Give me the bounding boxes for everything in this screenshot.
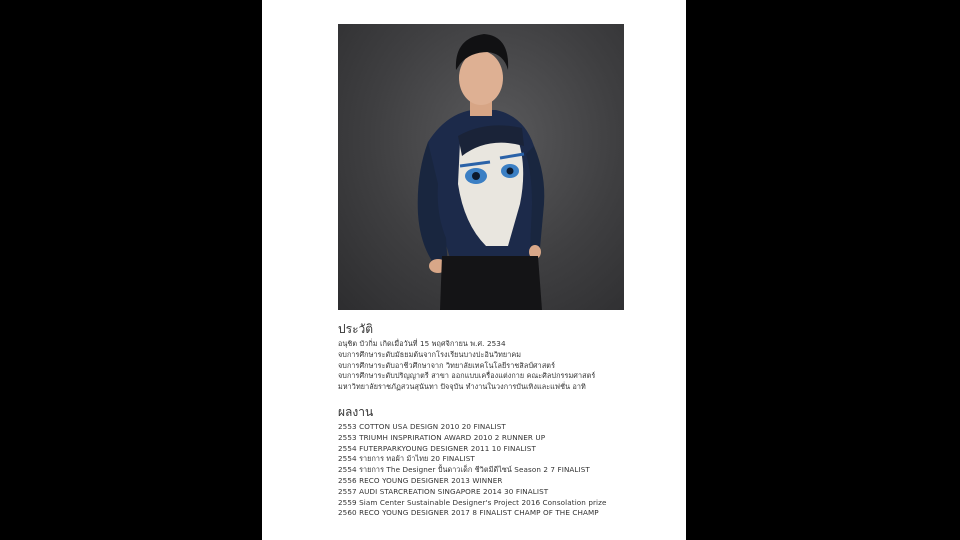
portrait-illustration — [338, 24, 624, 310]
portrait-photo — [338, 24, 624, 310]
works-line: 2557 AUDI STARCREATION SINGAPORE 2014 30 FINALIST — [338, 486, 549, 496]
biography-section — [338, 322, 638, 393]
works-line: 2554 รายการ The Designer ปั้นดาวเด็ก ชีวิตมีดีไซน์ Season 2 7 FINALIST — [338, 465, 590, 475]
works-line: 2560 RECO YOUNG DESIGNER 2017 8 FINALIST CHAMP OF THE CHAMP — [338, 508, 599, 518]
biography-title: ประวัติ — [338, 322, 374, 336]
biography-line: จบการศึกษาระดับมัธยมต้นจากโรงเรียนบางปะอินวิทยาคม — [338, 349, 522, 359]
works-line: 2554 รายการ ทอผ้า ม้าไทย 20 FINALIST — [338, 454, 475, 464]
works-line: 2559 Siam Center Sustainable Designer's Project 2016 Consolation prize — [338, 497, 607, 507]
document-page — [262, 0, 686, 540]
works-title: ผลงาน — [338, 405, 374, 419]
works-section — [338, 405, 638, 519]
biography-line: จบการศึกษาระดับปริญญาตรี สาขา ออกแบบเครื่องแต่งกาย คณะศิลปกรรมศาสตร์ — [338, 371, 596, 381]
works-line: 2556 RECO YOUNG DESIGNER 2013 WINNER — [338, 475, 503, 485]
works-line: 2554 FUTERPARKYOUNG DESIGNER 2011 10 FINALIST — [338, 443, 536, 453]
biography-line: อนุชิต บัวกิ่ม เกิดเมื่อวันที่ 15 พฤศจิกายน พ.ศ. 2534 — [338, 339, 506, 348]
works-line: 2553 TRIUMH INSPRIRATION AWARD 2010 2 RUNNER UP — [338, 432, 546, 442]
works-line: 2553 COTTON USA DESIGN 2010 20 FINALIST — [338, 422, 506, 431]
biography-line: มหาวิทยาลัยราชภัฏสวนสุนันทา ปัจจุบัน ทำงานในวงการบันเทิงและแฟชั่น อาทิ — [338, 382, 586, 392]
biography-line: จบการศึกษาระดับอาชีวศึกษาจาก วิทยาลัยเทคโนโลยีราชสิลป์ศาสตร์ — [338, 360, 556, 370]
